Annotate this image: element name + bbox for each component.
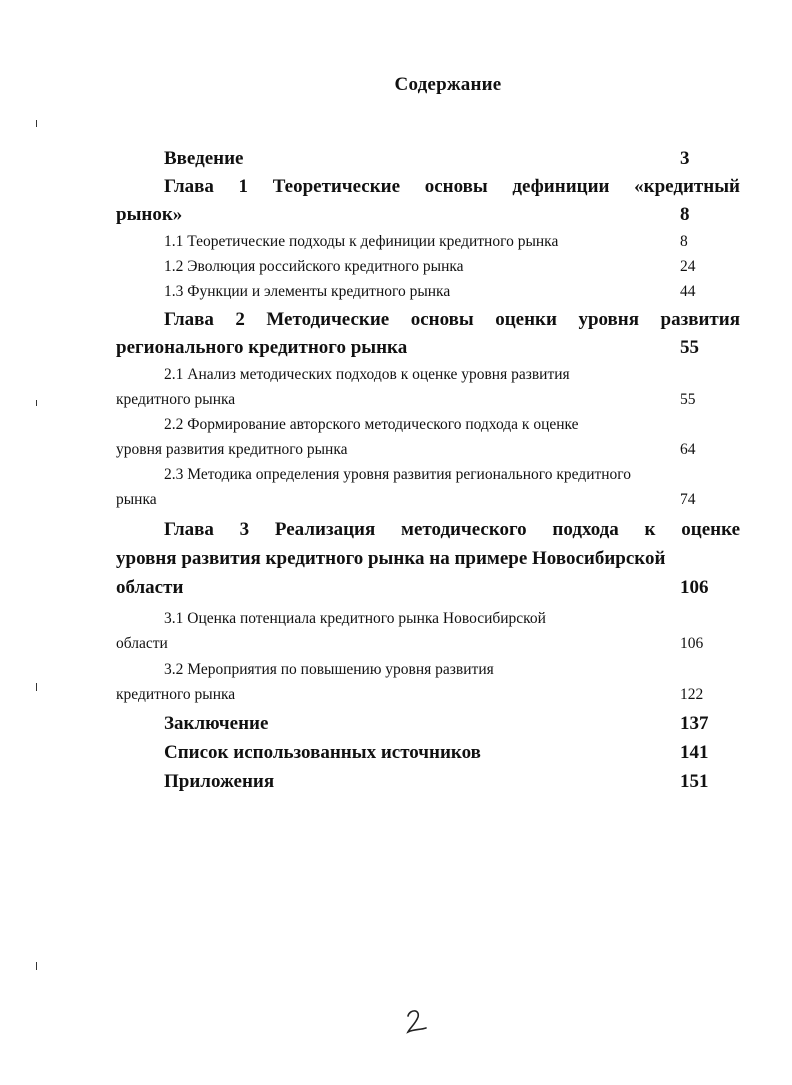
toc-entry-page: 64 bbox=[680, 441, 696, 458]
toc-entry-title-line2: рынка bbox=[116, 491, 157, 508]
toc-entry-chapter-3[interactable] bbox=[116, 515, 740, 602]
toc-entry-page: 8 bbox=[680, 233, 688, 250]
toc-entry-section-3-2[interactable] bbox=[116, 657, 740, 707]
toc-entry-chapter-2[interactable] bbox=[116, 306, 740, 362]
toc-entry-title: Заключение bbox=[164, 713, 269, 734]
handwritten-two-glyph bbox=[402, 1006, 432, 1036]
scan-mark bbox=[36, 683, 37, 691]
toc-entry-section-1-3[interactable] bbox=[116, 279, 740, 304]
toc-entry-title: 1.1 Теоретические подходы к дефиниции кредитного рынка bbox=[164, 233, 559, 250]
toc-entry-title-line2: кредитного рынка bbox=[116, 686, 236, 703]
toc-entry-page: 3 bbox=[680, 148, 690, 169]
toc-entry-page: 141 bbox=[680, 742, 709, 763]
toc-entry-title-line1: Глава 2 Методические основы оценки уровня развития bbox=[164, 309, 740, 330]
toc-entry-page: 55 bbox=[680, 391, 696, 408]
toc-entry-title: 1.2 Эволюция российского кредитного рынка bbox=[164, 258, 464, 275]
toc-entry-page: 55 bbox=[680, 337, 699, 358]
toc-entry-title-line1: 3.1 Оценка потенциала кредитного рынка Новосибирской bbox=[164, 610, 546, 627]
toc-entry-title: 1.3 Функции и элементы кредитного рынка bbox=[164, 283, 451, 300]
scan-mark bbox=[36, 962, 37, 970]
toc-entry-references[interactable] bbox=[116, 738, 740, 767]
toc-entry-title-line1: 2.1 Анализ методических подходов к оценке уровня развития bbox=[164, 366, 570, 383]
table-of-contents bbox=[116, 144, 740, 796]
toc-entry-title-line1: 2.2 Формирование авторского методического подхода к оценке bbox=[164, 416, 579, 433]
toc-entry-chapter-1[interactable] bbox=[116, 173, 740, 229]
scan-mark bbox=[36, 400, 37, 406]
toc-entry-page: 151 bbox=[680, 771, 709, 792]
toc-entry-section-1-2[interactable] bbox=[116, 254, 740, 279]
toc-entry-page: 106 bbox=[680, 635, 704, 652]
toc-entry-section-2-3[interactable] bbox=[116, 462, 740, 512]
toc-entry-page: 74 bbox=[680, 491, 696, 508]
toc-entry-page: 106 bbox=[680, 577, 709, 598]
toc-entry-appendices[interactable] bbox=[116, 767, 740, 796]
toc-entry-title-line2: уровня развития кредитного рынка на примере Новосибирской bbox=[116, 548, 666, 569]
toc-entry-title-line1: Глава 1 Теоретические основы дефиниции «кредитный bbox=[164, 176, 740, 197]
toc-entry-title-line1: Глава 3 Реализация методического подхода к оценке bbox=[164, 519, 740, 540]
toc-entry-page: 44 bbox=[680, 283, 696, 300]
toc-entry-conclusion[interactable] bbox=[116, 709, 740, 738]
toc-entry-title-line2: уровня развития кредитного рынка bbox=[116, 441, 348, 458]
toc-entry-title-line2: рынок» bbox=[116, 204, 183, 225]
toc-entry-page: 137 bbox=[680, 713, 709, 734]
toc-entry-title: Список использованных источников bbox=[164, 742, 481, 763]
toc-entry-title-line1: 2.3 Методика определения уровня развития регионального кредитного bbox=[164, 466, 632, 483]
toc-entry-section-2-2[interactable] bbox=[116, 412, 740, 462]
toc-entry-title-line2: кредитного рынка bbox=[116, 391, 236, 408]
toc-entry-title-line2: регионального кредитного рынка bbox=[116, 337, 408, 358]
toc-entry-title: Введение bbox=[164, 148, 244, 169]
page-title: Содержание bbox=[394, 74, 502, 95]
handwritten-page-number bbox=[402, 1006, 432, 1036]
toc-entry-section-1-1[interactable] bbox=[116, 229, 740, 254]
toc-entry-title-line2: области bbox=[116, 635, 168, 652]
toc-entry-page: 122 bbox=[680, 686, 704, 703]
scan-mark bbox=[36, 120, 37, 127]
toc-entry-section-3-1[interactable] bbox=[116, 606, 740, 657]
toc-entry-page: 24 bbox=[680, 258, 696, 275]
toc-entry-page: 8 bbox=[680, 204, 690, 225]
toc-entry-title-line3: области bbox=[116, 577, 184, 598]
toc-entry-title: Приложения bbox=[164, 771, 275, 792]
toc-entry-title-line1: 3.2 Мероприятия по повышению уровня развития bbox=[164, 661, 494, 678]
toc-entry-section-2-1[interactable] bbox=[116, 362, 740, 412]
toc-entry-introduction[interactable] bbox=[116, 144, 740, 173]
